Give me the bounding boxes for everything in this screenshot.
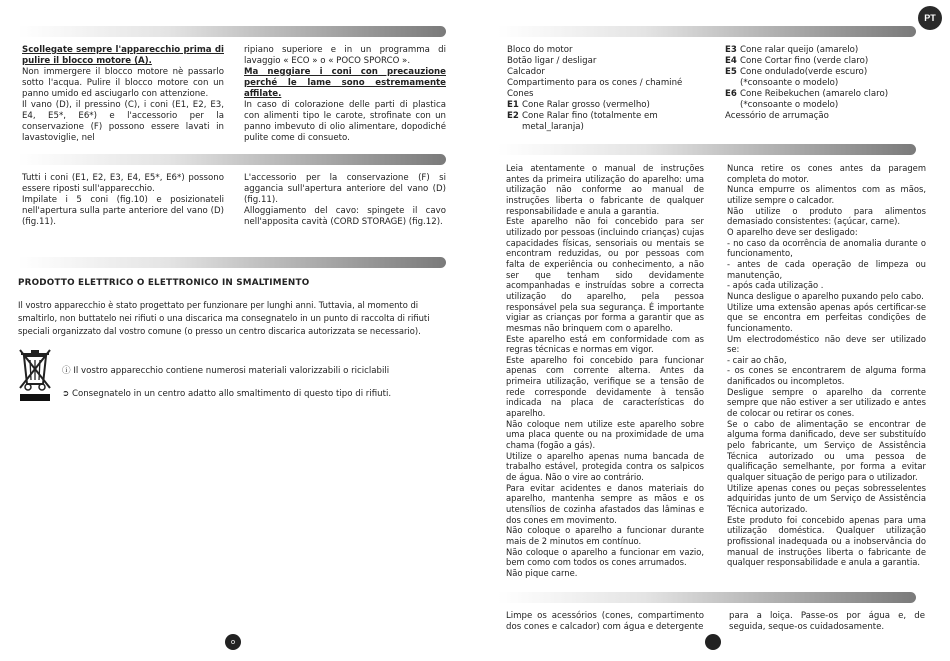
part-item: Botão ligar / desligar bbox=[507, 56, 597, 66]
paragraph: Impilate i 5 coni (fig.10) e posizionateli nell'apertura sulla parte anteriore del vano (D) (fig.11). bbox=[22, 195, 224, 227]
section-bar bbox=[498, 26, 916, 37]
part-item: E4 Cone Cortar fino (verde claro) bbox=[725, 56, 869, 66]
language-badge: PT bbox=[918, 6, 942, 30]
part-item: E5 Cone ondulado(verde escuro) bbox=[725, 67, 868, 77]
recycle-note-text: Il vostro apparecchio contiene numerosi materiali valorizzabili o riciclabili bbox=[73, 366, 390, 376]
paragraph: Este aparelho não foi concebido para ser utilizado por pessoas (incluindo crianças) cujas capacidades físicas, sensoriais ou mentais se encontram reduzidas, ou por pessoas com falta de experiência ou conhecimento, a não ser que tenham sido devidamente acompanhadas e instruídas sobre a correcta utilização do aparelho, pela pessoa responsável pela sua segurança. É importante vigiar as crianças por forma a garantir que as mesmas não brinquem com o aparelho. bbox=[506, 216, 704, 333]
parts-list-col1 bbox=[507, 45, 717, 133]
paragraph: Este aparelho está em conformidade com as regras técnicas e normas em vigor. bbox=[506, 333, 704, 355]
part-item: E6 Cone Reibekuchen (amarelo claro) bbox=[725, 89, 889, 99]
paragraph: Utilize apenas cones ou peças sobresselentes adquiridas junto de um Serviço de Assistência Técnica autorizado. bbox=[727, 482, 926, 514]
paragraph: - cair ao chão, bbox=[727, 354, 787, 365]
paragraph: Scollegate sempre l'apparecchio prima di pulire il blocco motore (A). bbox=[22, 45, 224, 66]
paragraph: Non immergere il blocco motore nè passarlo sotto l'acqua. Pulire il blocco motore con un panno umido ed asciugarlo con attenzione. bbox=[22, 67, 224, 99]
paragraph: Leia atentamente o manual de instruções antes da primeira utilização do aparelho: uma utilização não conforme ao manual de instruções liberta o fabricante de qualquer responsabilidade e anula a garantia. bbox=[506, 163, 704, 216]
page-number: o bbox=[225, 634, 241, 650]
paragraph: Não coloque nem utilize este aparelho sobre uma placa quente ou na proximidade de uma chama (fogão a gás). bbox=[506, 418, 704, 451]
storage-col2-it bbox=[244, 173, 446, 228]
section-bar bbox=[498, 592, 916, 603]
paragraph: Este produto foi concebido apenas para uma utilização doméstica. Qualquer utilização profissional inadequada ou a inobservância do manual de instruções liberta o fabricante de qualquer responsabilidade e anula a garantia. bbox=[727, 514, 926, 568]
paragraph: Alloggiamento del cavo: spingete il cavo nell'apposita cavità (CORD STORAGE) (fig.12). bbox=[244, 206, 446, 227]
paragraph: O aparelho deve ser desligado: bbox=[727, 226, 858, 237]
paragraph: Il vano (D), il pressino (C), i coni (E1, E2, E3, E4, E5*, E6*) e l'accessorio per la conservazione (F) possono essere lavati in lavastoviglie, nel bbox=[22, 100, 224, 143]
section-bar bbox=[18, 257, 446, 268]
paragraph: Um electrodoméstico não deve ser utilizado se: bbox=[727, 333, 926, 355]
paragraph: Il vostro apparecchio è stato progettato per funzionare per lunghi anni. Tuttavia, al momento di smaltirlo, non buttatelo nei rifiuti o una discarica ma consegnatelo in un punto di raccolta di rifiuti speciali organizzato dal vostro comune (o presso un centro discarica autorizzata se necessario). bbox=[18, 300, 430, 336]
part-item: E1 Cone Ralar grosso (vermelho) bbox=[507, 100, 650, 110]
paragraph: Ma neggiare i coni con precauzione perché le lame sono estremamente affilate. bbox=[244, 67, 446, 99]
paragraph: Nunca empurre os alimentos com as mãos, utilize sempre o calcador. bbox=[727, 184, 926, 205]
part-item: Bloco do motor bbox=[507, 45, 573, 55]
paragraph: Tutti i coni (E1, E2, E3, E4, E5*, E6*) possono essere riposti sull'apparecchio. bbox=[22, 173, 224, 194]
cleaning-col2-pt bbox=[729, 611, 925, 633]
part-item: Compartimento para os cones / chaminé bbox=[507, 78, 683, 88]
part-item: E3 Cone ralar queijo (amarelo) bbox=[725, 45, 859, 55]
paragraph: Não coloque o aparelho a funcionar em vazio, bem como com todos os cones arrumados. bbox=[506, 546, 704, 568]
section-bar bbox=[18, 26, 446, 37]
paragraph: Este aparelho foi concebido para funcionar apenas com corrente alterna. Antes da primeira utilização, verifique se a tensão de rede corresponde devidamente à tensão indicada na placa de características do aparelho. bbox=[506, 354, 704, 419]
paragraph: Se o cabo de alimentação se encontrar de alguma forma danificado, deve ser substituído pelo fabricante, um Serviço de Assistência Técnica autorizado ou uma pessoa de qualificação semelhante, por forma a evitar qualquer situação de perigo para o utilizador. bbox=[727, 418, 926, 483]
section-bar bbox=[498, 144, 916, 155]
part-item: metal_laranja) bbox=[522, 122, 584, 132]
part-item: Cones bbox=[507, 89, 534, 99]
paragraph: - os cones se encontrarem de alguma forma danificados ou incompletos. bbox=[727, 365, 926, 387]
paragraph: Não coloque o aparelho a funcionar durante mais de 2 minutos em contínuo. bbox=[506, 525, 704, 546]
paragraph: Utilize uma extensão apenas após certificar-se que se encontra em perfeitas condições de funcionamento. bbox=[727, 301, 926, 333]
paragraph: Nunca retire os cones antes da paragem completa do motor. bbox=[727, 163, 926, 184]
part-item: Calcador bbox=[507, 67, 545, 77]
disposal-text bbox=[18, 299, 450, 338]
paragraph: Não pique carne. bbox=[506, 567, 578, 578]
paragraph: Desligue sempre o aparelho da corrente sempre que não estiver a ser utilizado e antes de colocar ou retirar os cones. bbox=[727, 386, 926, 419]
disposal-heading: PRODOTTO ELETTRICO O ELETTRONICO IN SMALTIMENTO bbox=[18, 278, 310, 288]
paragraph: ripiano superiore e in un programma di lavaggio « ECO » o « POCO SPORCO ». bbox=[244, 45, 446, 66]
paragraph: Utilize o aparelho apenas numa bancada de trabalho estável, protegida contra os salpicos de água. Não o vire ao contrário. bbox=[506, 450, 704, 483]
paragraph: L'accessorio per la conservazione (F) si aggancia sull'apertura anteriore del vano (D) (fig.11). bbox=[244, 173, 446, 205]
page-dot bbox=[705, 634, 721, 650]
crossed-bin-icon bbox=[18, 346, 52, 402]
paragraph: In caso di colorazione delle parti di plastica con alimenti tipo le carote, strofinate con un panno imbevuto di olio alimentare, dopodiché pulite come di consueto. bbox=[244, 100, 446, 143]
part-item: (*consoante o modelo) bbox=[740, 100, 839, 110]
delivery-note bbox=[62, 389, 391, 400]
paragraph: Para evitar acidentes e danos materiais do aparelho, mantenha sempre as mãos e os utensílios de cozinha afastados das lâminas e dos cones em movimento. bbox=[506, 482, 704, 525]
parts-list-col2 bbox=[725, 45, 925, 122]
paragraph: Não utilize o produto para alimentos demasiado consistentes: (açúcar, carne). bbox=[727, 205, 926, 227]
recycle-note bbox=[62, 366, 389, 377]
info-icon: ⓘ bbox=[62, 366, 71, 376]
part-item: (*consoante o modelo) bbox=[740, 78, 839, 88]
paragraph: - antes de cada operação de limpeza ou manutenção, bbox=[727, 258, 926, 280]
paragraph: Limpe os acessórios (cones, compartimento dos cones e calcador) com água e detergente bbox=[506, 611, 704, 632]
cleaning-col2-it bbox=[244, 45, 446, 144]
safety-col1 bbox=[506, 163, 704, 579]
paragraph: - após cada utilização . bbox=[727, 280, 824, 291]
delivery-note-text: Consegnatelo in un centro adatto allo smaltimento di questo tipo di rifiuti. bbox=[71, 389, 392, 399]
storage-col1-it bbox=[22, 173, 224, 228]
part-item: E2 Cone Ralar fino (totalmente em bbox=[507, 111, 658, 121]
cleaning-col1-it bbox=[22, 45, 224, 144]
paragraph: - no caso da ocorrência de anomalia durante o funcionamento, bbox=[727, 237, 926, 259]
safety-col2 bbox=[727, 163, 926, 568]
cleaning-col1-pt bbox=[506, 611, 704, 633]
paragraph: para a loiça. Passe-os por água e, de seguida, seque-os cuidadosamente. bbox=[729, 611, 925, 632]
part-item: Acessório de arrumação bbox=[725, 111, 829, 121]
paragraph: Nunca desligue o aparelho puxando pelo cabo. bbox=[727, 290, 924, 301]
arrow-icon: ➲ bbox=[62, 389, 70, 399]
section-bar bbox=[18, 154, 446, 165]
